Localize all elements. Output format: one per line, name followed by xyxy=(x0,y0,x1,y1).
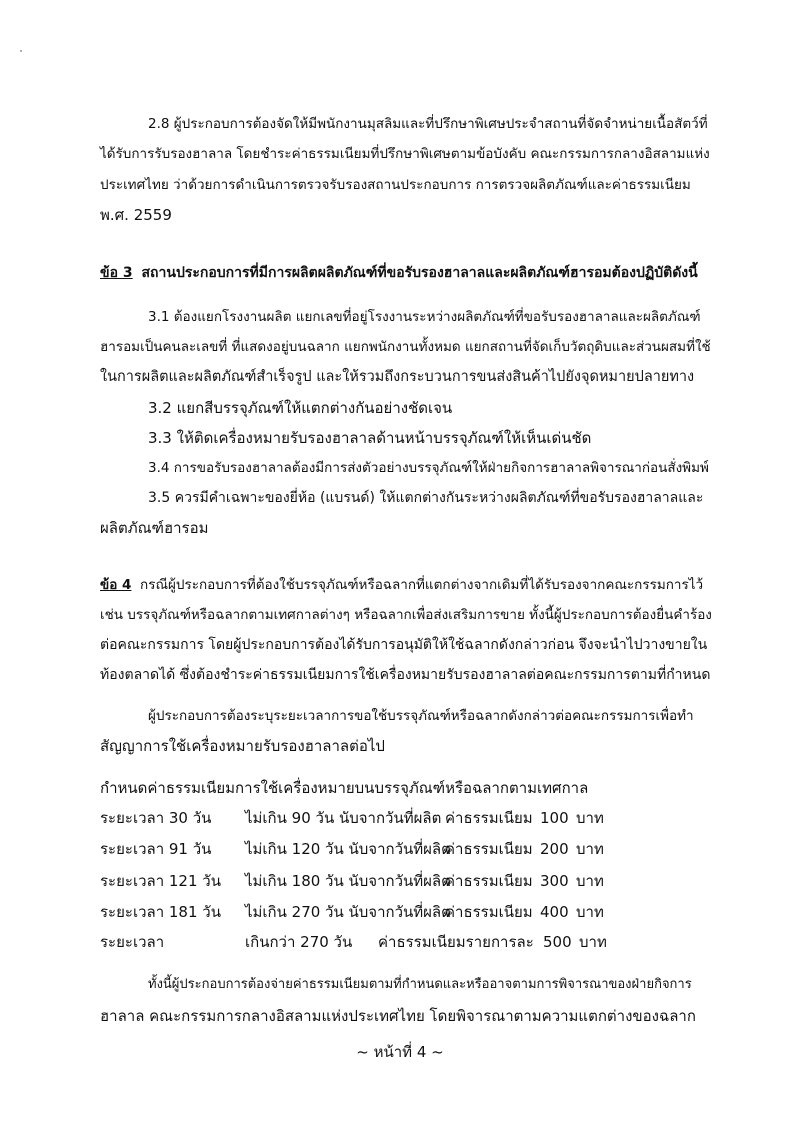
clause3-number: ข้อ 3 xyxy=(100,265,133,281)
fee-period: ระยะเวลา 121 วัน xyxy=(100,872,221,890)
clause4-line-1-text: กรณีผู้ประกอบการที่ต้องใช้บรรจุภัณฑ์หรือฉลากที่แตกต่างจากเดิมที่ได้รับรองจากคณะกรรมการไว้ xyxy=(140,577,704,593)
fee-unit: บาท xyxy=(576,809,604,827)
clause4-line-3: ต่อคณะกรรมการ โดยผู้ประกอบการต้องได้รับการอนุมัติให้ใช้ฉลากดังกล่าวก่อน จึงจะนำไปวางขายใน xyxy=(100,637,708,653)
clause3-item35-line-2: ผลิตภัณฑ์ฮารอม xyxy=(100,519,209,537)
fee-amount: 400 xyxy=(540,903,569,921)
sec28-line-2: ได้รับการรับรองฮาลาล โดยชำระค่าธรรมเนียมที่ปรึกษาพิเศษตามข้อบังคับ คณะกรรมการกลางอิสลามแห่ง xyxy=(100,146,710,162)
closing-line-2: ฮาลาล คณะกรรมการกลางอิสลามแห่งประเทศไทย โดยพิจารณาตามความแตกต่างของฉลาก xyxy=(100,1007,696,1025)
fee-amount: 300 xyxy=(540,872,569,890)
clause4-para2-line-1: ผู้ประกอบการต้องระบุระยะเวลาการขอใช้บรรจุภัณฑ์หรือฉลากดังกล่าวต่อคณะกรรมการเพื่อทำ xyxy=(148,708,694,724)
fee-unit: บาท xyxy=(576,903,604,921)
fee-limit: ไม่เกิน 90 วัน นับจากวันที่ผลิต xyxy=(245,809,442,827)
fee-label: ค่าธรรมเนียมรายการละ xyxy=(378,933,534,951)
fee-period: ระยะเวลา xyxy=(100,933,165,951)
clause3-item31-line-3: ในการผลิตและผลิตภัณฑ์สำเร็จรูป และให้รวมถึงกระบวนการขนส่งสินค้าไปยังจุดหมายปลายทาง xyxy=(100,369,695,385)
fee-unit: บาท xyxy=(576,840,604,858)
scan-speck xyxy=(20,50,22,52)
clause3-item32: 3.2 แยกสีบรรจุภัณฑ์ให้แตกต่างกันอย่างชัดเจน xyxy=(148,399,453,417)
clause4-line-2: เช่น บรรจุภัณฑ์หรือฉลากตามเทศกาลต่างๆ หรือฉลากเพื่อส่งเสริมการขาย ทั้งนี้ผู้ประกอบการต้องยื่นคำร้อง xyxy=(100,607,712,623)
sec28-line-1: 2.8 ผู้ประกอบการต้องจัดให้มีพนักงานมุสลิมและที่ปรึกษาพิเศษประจำสถานที่จัดจำหน่ายเนื้อสัตว์ที่ xyxy=(148,116,708,132)
fee-label: ค่าธรรมเนียม xyxy=(445,872,533,890)
fee-period: ระยะเวลา 91 วัน xyxy=(100,840,212,858)
fee-period: ระยะเวลา 30 วัน xyxy=(100,809,212,827)
clause4-line-1 xyxy=(100,575,703,595)
fee-limit: ไม่เกิน 270 วัน นับจากวันที่ผลิต xyxy=(245,903,451,921)
fee-label: ค่าธรรมเนียม xyxy=(445,840,533,858)
clause3-item34: 3.4 การขอรับรองฮาลาลต้องมีการส่งตัวอย่างบรรจุภัณฑ์ให้ฝ่ายกิจการฮาลาลพิจารณาก่อนสั่งพิมพ์ xyxy=(148,460,709,476)
clause3-title: สถานประกอบการที่มีการผลิตผลิตภัณฑ์ที่ขอรับรองฮาลาลและผลิตภัณฑ์ฮารอมต้องปฏิบัติดังนี้ xyxy=(141,265,698,281)
fee-amount: 200 xyxy=(540,840,569,858)
fee-unit: บาท xyxy=(576,872,604,890)
fee-period: ระยะเวลา 181 วัน xyxy=(100,903,221,921)
fee-label: ค่าธรรมเนียม xyxy=(445,809,533,827)
clause3-item33: 3.3 ให้ติดเครื่องหมายรับรองฮาลาลด้านหน้าบรรจุภัณฑ์ให้เห็นเด่นชัด xyxy=(148,429,592,447)
fee-unit: บาท xyxy=(579,933,607,951)
fee-table-title: กำหนดค่าธรรมเนียมการใช้เครื่องหมายบนบรรจุภัณฑ์หรือฉลากตามเทศกาล xyxy=(100,779,589,797)
clause4-line-4: ท้องตลาดได้ ซึ่งต้องชำระค่าธรรมเนียมการใช้เครื่องหมายรับรองฮาลาลต่อคณะกรรมการตามที่กำหนด xyxy=(100,667,711,683)
sec28-line-4: พ.ศ. 2559 xyxy=(100,206,172,224)
page-number: ~ หน้าที่ 4 ~ xyxy=(356,1043,444,1061)
fee-limit: ไม่เกิน 120 วัน นับจากวันที่ผลิต xyxy=(245,840,451,858)
fee-amount: 100 xyxy=(540,809,569,827)
fee-limit: ไม่เกิน 180 วัน นับจากวันที่ผลิต xyxy=(245,872,451,890)
clause4-para2-line-2: สัญญาการใช้เครื่องหมายรับรองฮาลาลต่อไป xyxy=(100,737,385,755)
fee-label: ค่าธรรมเนียม xyxy=(445,903,533,921)
closing-line-1: ทั้งนี้ผู้ประกอบการต้องจ่ายค่าธรรมเนียมตามที่กำหนดและหรืออาจตามการพิจารณาของฝ่ายกิจการ xyxy=(148,977,692,992)
clause4-number: ข้อ 4 xyxy=(100,577,132,593)
fee-limit: เกินกว่า 270 วัน xyxy=(245,933,353,951)
sec28-line-3: ประเทศไทย ว่าด้วยการดำเนินการตรวจรับรองสถานประกอบการ การตรวจผลิตภัณฑ์และค่าธรรมเนียม xyxy=(100,177,691,193)
clause3-item31-line-1: 3.1 ต้องแยกโรงงานผลิต แยกเลขที่อยู่โรงงานระหว่างผลิตภัณฑ์ที่ขอรับรองฮาลาลและผลิตภัณฑ์ xyxy=(148,309,701,325)
clause3-item31-line-2: ฮารอมเป็นคนละเลขที่ ที่แสดงอยู่บนฉลาก แยกพนักงานทั้งหมด แยกสถานที่จัดเก็บวัตถุดิบและส่วนผสมที่ใช้ xyxy=(100,339,711,355)
clause3-heading xyxy=(100,263,698,283)
clause3-item35-line-1: 3.5 ควรมีคำเฉพาะของยี่ห้อ (แบรนด์) ให้แตกต่างกันระหว่างผลิตภัณฑ์ที่ขอรับรองฮาลาลและ xyxy=(148,490,704,506)
fee-amount: 500 xyxy=(543,933,572,951)
